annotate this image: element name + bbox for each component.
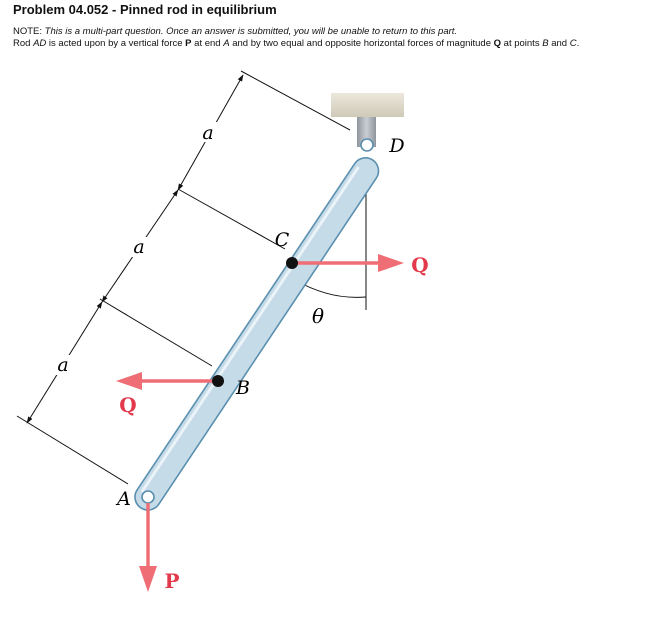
extension-line-a (17, 416, 128, 484)
label-p: P (164, 569, 180, 593)
dim-label-a-mid: a (133, 236, 145, 258)
point-c (286, 257, 298, 269)
desc-force-p: P (185, 38, 192, 49)
label-c: C (274, 229, 290, 251)
desc-point-b: B (542, 38, 549, 49)
desc-part: and by two equal and opposite horizontal forces of magnitude (229, 38, 494, 49)
pin-d (361, 139, 373, 151)
label-q-right: Q (411, 253, 429, 277)
problem-title: Problem 04.052 - Pinned rod in equilibrium (13, 2, 277, 17)
desc-part: and (548, 38, 570, 49)
note-text: This is a multi-part question. Once an answer is submitted, you will be unable to return to this part. (44, 26, 458, 37)
note-label: NOTE: (13, 26, 43, 37)
pin-a (142, 491, 154, 503)
label-q-left: Q (119, 393, 137, 417)
desc-rod: AD (33, 38, 47, 49)
desc-force-q: Q (493, 38, 502, 49)
dim-label-a-bottom: a (57, 354, 69, 376)
desc-part: at points (501, 38, 543, 49)
desc-point-a: A (223, 38, 230, 49)
desc-point-c: C (569, 38, 577, 49)
force-p (139, 503, 157, 592)
label-b: B (236, 377, 250, 399)
desc-part: Rod (13, 38, 34, 49)
desc-part: at end (191, 38, 224, 49)
desc-part: . (576, 38, 580, 49)
desc-part: is acted upon by a vertical force (46, 38, 186, 49)
force-q-left (116, 372, 218, 390)
extension-line-b (100, 299, 212, 366)
dim-label-a-top: a (202, 122, 214, 144)
rod-ad (130, 153, 384, 515)
ceiling-support (331, 93, 404, 117)
label-a: A (117, 488, 131, 510)
extension-line-c (178, 189, 285, 249)
theta-label: θ (311, 304, 325, 328)
label-d: D (389, 135, 405, 157)
point-b (212, 375, 224, 387)
